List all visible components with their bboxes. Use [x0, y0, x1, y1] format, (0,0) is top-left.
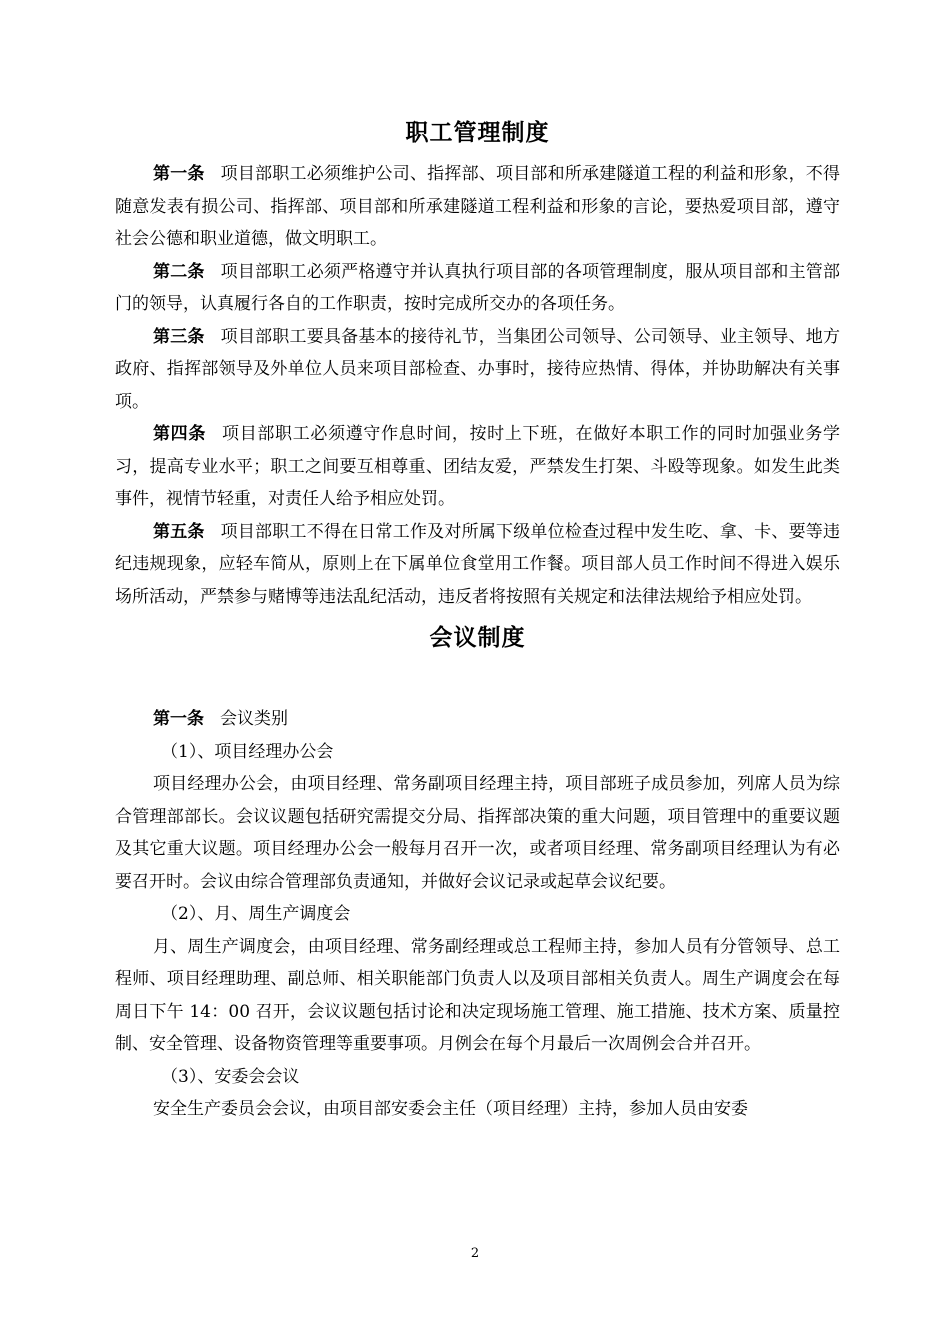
section-title-meeting: 会议制度: [429, 624, 526, 651]
article-5: [115, 516, 840, 614]
meeting-item-heading-1: （1）、项目经理办公会: [161, 741, 334, 762]
article-text: 项目部职工必须严格遵守并认真执行项目部的各项管理制度，服从项目部和主管部门的领导，认真履行各自的工作职责，按时完成所交办的各项任务。: [115, 261, 841, 314]
article-4: [115, 418, 840, 516]
article-text: 项目部职工要具备基本的接待礼节，当集团公司领导、公司领导、业主领导、地方政府、指挥部领导及外单位人员来项目部检查、办事时，接待应热情、得体，并协助解决有关事项。: [115, 326, 841, 412]
article-text: 项目部职工必须维护公司、指挥部、项目部和所承建隧道工程的利益和形象，不得随意发表有损公司、指挥部、项目部和所承建隧道工程利益和形象的言论，要热爱项目部，遵守社会公德和职业道德，做文明职工。: [115, 164, 841, 249]
meeting-item-text-3: 安全生产委员会会议，由项目部安委会主任（项目经理）主持，参加人员由安委: [153, 1099, 748, 1119]
page-number: 2: [470, 1246, 480, 1261]
article-lead: 第一条: [153, 164, 205, 184]
article-lead: 第一条: [153, 709, 204, 729]
article-1: [115, 158, 840, 256]
article-text: 项目部职工不得在日常工作及对所属下级单位检查过程中发生吃、拿、卡、要等违纪违规现象，应轻车简从，原则上在下属单位食堂用工作餐。项目部人员工作时间不得进入娱乐场所活动，严禁参与赌博等违法乱纪活动，违反者将按照有关规定和法律法规给予相应处罚。: [115, 521, 841, 607]
meeting-article-1: [115, 703, 840, 736]
meeting-item-heading-2: （2）、月、周生产调度会: [161, 904, 351, 924]
page-content: [115, 108, 840, 1126]
meeting-item-heading-3: （3）、安委会会议: [161, 1066, 300, 1087]
article-text: 项目部职工必须遵守作息时间，按时上下班，在做好本职工作的同时加强业务学习，提高专业水平；职工之间要互相尊重、团结友爱，严禁发生打架、斗殴等现象。如发生此类事件，视情节轻重，对责任人给予相应处罚。: [115, 424, 841, 509]
spacer: [115, 663, 840, 703]
article-text: 会议类别: [220, 709, 288, 729]
meeting-item-text-2: 月、周生产调度会，由项目经理、常务副经理或总工程师主持，参加人员有分管领导、总工程师、项目经理助理、副总师、相关职能部门负责人以及项目部相关负责人。周生产调度会在每周日下午 14：00 召开，会议议题包括讨论和决定现场施工管理、施工措施、技术方案、质量控制、安全管理、设备物资管理等重要事项。月例会在每个月最后一次周例会合并召开。: [115, 936, 840, 1054]
article-lead: 第五条: [153, 521, 205, 542]
article-2: [115, 256, 840, 321]
article-lead: 第三条: [153, 326, 205, 347]
section-title-staff-management: 职工管理制度: [405, 119, 550, 146]
meeting-item-text-1: 项目经理办公会，由项目经理、常务副项目经理主持，项目部班子成员参加，列席人员为综合管理部部长。会议议题包括研究需提交分局、指挥部决策的重大问题，项目管理中的重要议题及其它重大议题。项目经理办公会一般每月召开一次，或者项目经理、常务副项目经理认为有必要召开时。会议由综合管理部负责通知，并做好会议记录或起草会议纪要。: [115, 774, 840, 892]
article-lead: 第二条: [153, 261, 205, 282]
article-lead: 第四条: [153, 424, 207, 444]
article-3: [115, 321, 840, 419]
